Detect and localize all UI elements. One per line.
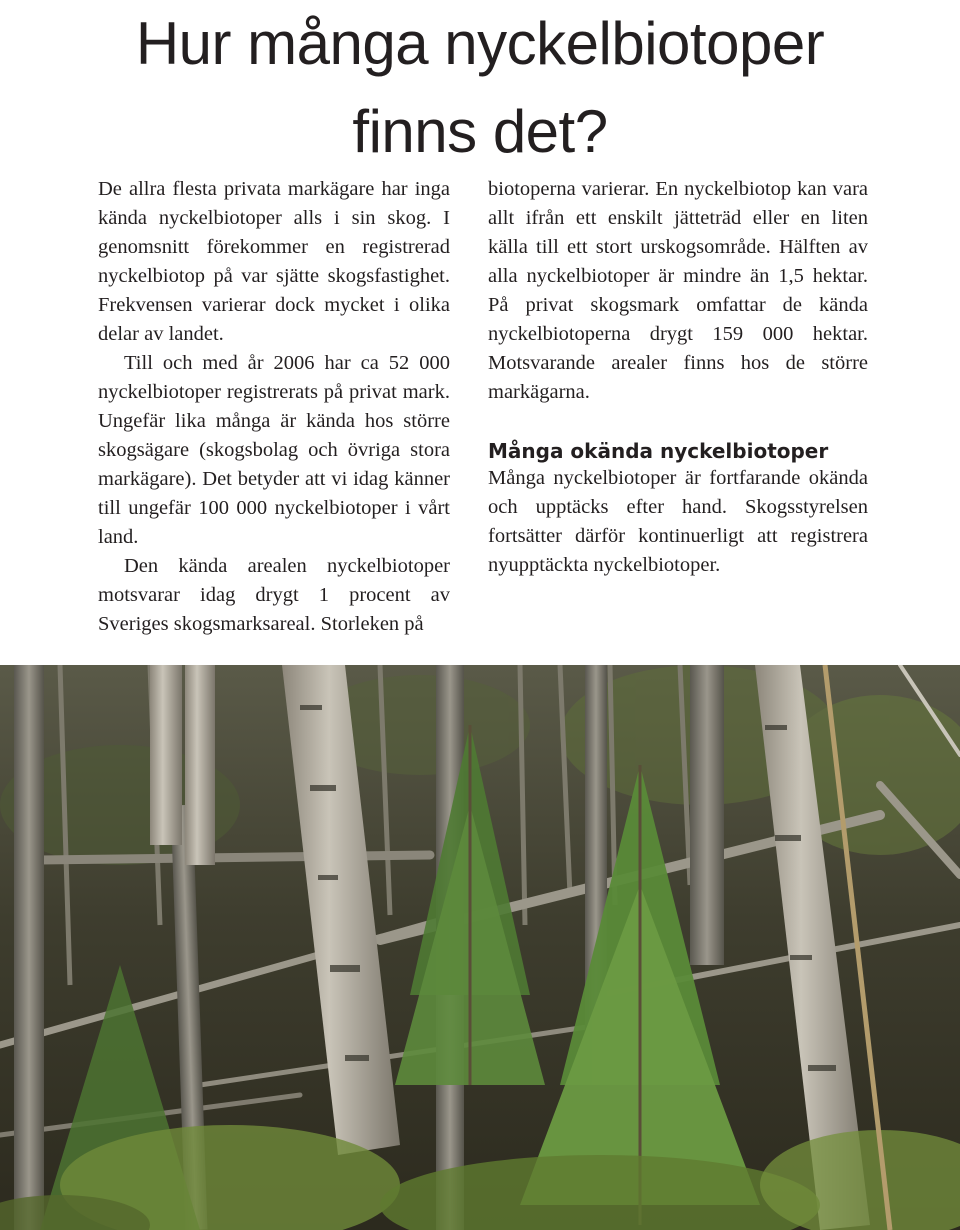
paragraph: biotoperna varierar. En nyckelbiotop kan vara allt ifrån ett enskilt jätteträd eller en liten källa till ett stort urskogsområde. Hälften av alla nyckelbiotoper är mindre än 1,5 hektar. På privat skogsmark omfattar de kända nyckelbiotoperna drygt 159 000 hektar. Motsvarande arealer finns hos de större markägarna. — [488, 178, 868, 403]
page-title-line-2: finns det? — [352, 98, 608, 165]
paragraph: De allra flesta privata markägare har inga kända nyckelbiotoper alls i sin skog. I genomsnitt förekommer en registrerad nyckelbiotop på var sjätte skogsfastighet. Frekvensen varierar dock mycket i olika delar av landet. — [98, 178, 450, 345]
right-text-column — [488, 175, 868, 580]
paragraph: Den kända arealen nyckelbiotoper motsvarar idag drygt 1 procent av Sveriges skogsmarksareal. Storleken på — [98, 555, 450, 635]
paragraph: Till och med år 2006 har ca 52 000 nyckelbiotoper registrerats på privat mark. Ungefär lika många är kända hos större skogsägare (skogsbolag och övriga stora markägare). Det betyder att vi idag känner till ungefär 100 000 nyckelbiotoper i vårt land. — [98, 352, 450, 548]
forest-photo — [0, 665, 960, 1230]
paragraph: Många nyckelbiotoper är fortfarande okända och upptäcks efter hand. Skogsstyrelsen fortsätter därför kontinuerligt att registrera nyupptäckta nyckelbiotoper. — [488, 467, 868, 576]
forest-illustration — [0, 665, 960, 1230]
section-subheading: Många okända nyckelbiotoper — [488, 439, 829, 463]
left-text-column — [98, 175, 450, 639]
page-title-line-1: Hur många nyckelbiotoper — [135, 10, 825, 77]
page-title — [0, 0, 960, 176]
